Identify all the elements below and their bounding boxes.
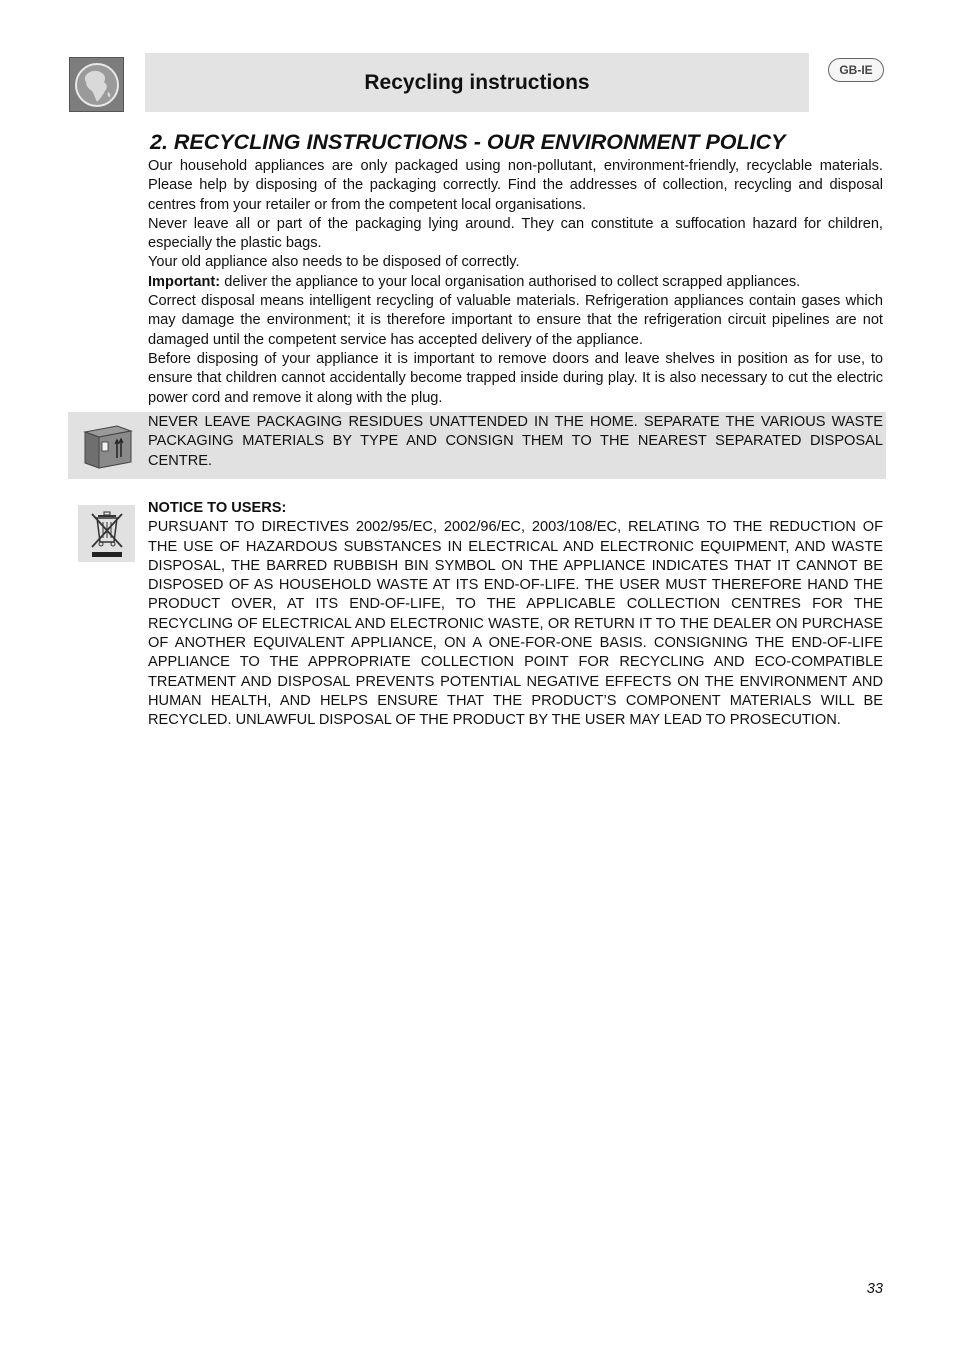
header-title: Recycling instructions	[364, 70, 590, 94]
user-notice-text: PURSUANT TO DIRECTIVES 2002/95/EC, 2002/96/EC, 2003/108/EC, RELATING TO THE REDUCTION OF THE USE OF HAZARDOUS SUBSTANCES IN ELECTRICAL AND ELECTRONIC EQUIPMENT, AND WASTE DISPOSAL, THE BARRED RUBBISH BIN SYMBOL ON THE APPLIANCE INDICATES THAT IT CANNOT BE DISPOSED OF AS HOUSEHOLD WASTE AT ITS END-OF-LIFE. THE USER MUST THEREFORE HAND THE PRODUCT OVER, AT ITS END-OF-LIFE, TO THE APPLICABLE COLLECTION CENTRES FOR THE RECYCLING OF ELECTRICAL AND ELECTRONIC WASTE, OR RETURN IT TO THE DEALER ON PURCHASE OF ANOTHER EQUIVALENT APPLIANCE, ON A ONE-FOR-ONE BASIS. CONSIGNING THE END-OF-LIFE APPLIANCE TO THE APPROPRIATE COLLECTION POINT FOR RECYCLING AND ECO-COMPATIBLE TREATMENT AND DISPOSAL PREVENTS POTENTIAL NEGATIVE EFFECTS ON THE ENVIRONMENT AND HUMAN HEALTH, AND HELPS ENSURE THAT THE PRODUCT’S COMPONENT MATERIALS WILL BE RECYCLED. UNLAWFUL DISPOSAL OF THE PRODUCT BY THE USER MAY LEAD TO PROSECUTION.	[148, 519, 883, 729]
section-title: 2. RECYCLING INSTRUCTIONS - OUR ENVIRONMENT POLICY	[150, 130, 786, 154]
paragraph-packaging: Our household appliances are only packaged using non-pollutant, environment-friendly, recyclable materials. Please help by disposing of the packaging correctly. Find the addresses of collection, recycling and disposal centres from your retailer or from the competent local organisations.	[148, 158, 883, 213]
packaging-box-icon-graphic	[79, 418, 135, 474]
globe-icon-graphic	[70, 58, 123, 111]
language-badge: GB-IE	[828, 58, 884, 82]
paragraph-before-disposing: Before disposing of your appliance it is important to remove doors and leave shelves in position as for use, to ensure that children cannot accidentally become trapped inside during play. It is also necessary to cut the electric power cord and remove it along with the plug.	[148, 350, 883, 406]
paragraph-important	[148, 273, 883, 292]
important-label: Important:	[148, 273, 221, 290]
paragraph-hazard: Never leave all or part of the packaging lying around. They can constitute a suffocation hazard for children, especially the plastic bags.	[148, 215, 883, 252]
globe-icon	[69, 57, 124, 112]
crossed-bin-icon-graphic	[83, 508, 131, 560]
paragraph-correct-disposal: Correct disposal means intelligent recycling of valuable materials. Refrigeration appliances contain gases which may damage the environment; it is therefore important to ensure that the refrigeration circuit pipelines are not damaged until the competent service has accepted delivery of the appliance.	[148, 293, 883, 348]
section-body	[148, 157, 883, 408]
paragraph-old-appliance: Your old appliance also needs to be disposed of correctly.	[148, 254, 520, 271]
important-text: deliver the appliance to your local organisation authorised to collect scrapped appliances.	[220, 273, 801, 290]
packaging-notice-text: NEVER LEAVE PACKAGING RESIDUES UNATTENDED IN THE HOME. SEPARATE THE VARIOUS WASTE PACKAGING MATERIALS BY TYPE AND CONSIGN THEM TO THE NEAREST SEPARATED DISPOSAL CENTRE.	[148, 414, 883, 469]
page-number: 33	[866, 1281, 883, 1297]
user-notice	[148, 499, 883, 731]
crossed-bin-icon	[78, 505, 135, 562]
packaging-box-icon	[68, 412, 145, 479]
packaging-notice-box	[68, 412, 886, 479]
header-bar	[145, 53, 809, 112]
user-notice-title: NOTICE TO USERS:	[148, 500, 287, 516]
